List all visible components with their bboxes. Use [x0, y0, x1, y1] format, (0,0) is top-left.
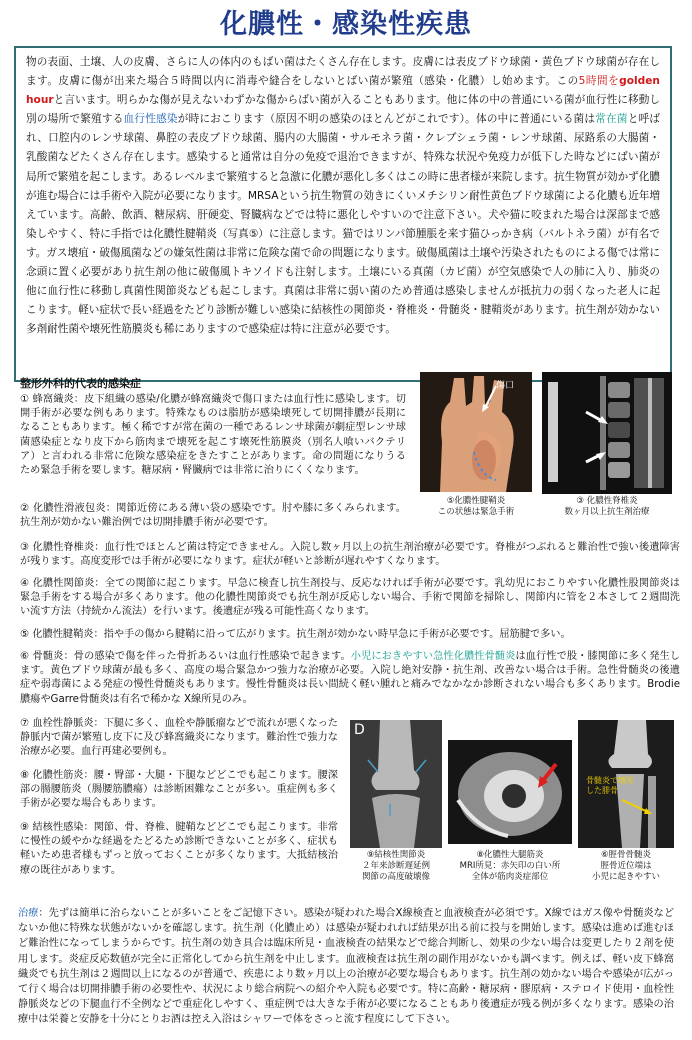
- hematogenous-term: 血行性感染: [123, 113, 178, 126]
- item-thrombophlebitis: ⑦ 血栓性静脈炎：下腿に多く、血栓や静脈瘤などで流れが悪くなった静脈内で菌が繁殖し皮下に及び蜂窩織炎になります。難治性で強力な治療が必要。血行再建必要例も。: [20, 718, 338, 758]
- caption-spondylitis: ③ 化膿性脊椎炎 数ヶ月以上抗生剤治療: [564, 496, 650, 517]
- necrotic-fibula-label: 骨髄炎で壊死 した腓骨: [586, 776, 634, 795]
- treatment-label: 治療: [18, 908, 39, 919]
- knee-xray-image: [350, 720, 442, 848]
- item-myositis: ⑧ 化膿性筋炎：腰・臀部・大腿・下腿などどこでも起こります。腰深部の腸腰筋炎（腸腰筋膿瘍）は診断困難なことが多い。重症例も多く手術が必要な場合もあります。: [20, 770, 338, 810]
- treatment-text: 治療：先ずは簡単に治らないことが多いことをご記憶下さい。感染が疑われた場合X線検査と血液検査が必須です。X線ではガス像や骨髄炎などないか他に特殊な状態がないかを確認します。抗生剤（化膿止め）は感染が疑われれば結果が出る前に投与を開始します。感染は進めば進むほど難治性になってしまうからです。抗生剤の効き具合は臨床所見・血液検査の結果などで総合判断し、効果の少ない場合は変更したり２剤を使用します。炎症反応数値が完全に正常化してから抗生剤を中止します。血液検査は抗生剤の副作用がないかも調べます。例えば、軽い皮下蜂窩織炎でも抗生剤は２週間以上になるのが普通で、疾患により数ヶ月以上の治療が必要な場合もあります。抗生剤の効かない場合や感染が広がって行く場合は切開排膿手術の必要性や、状況により総合病院への紹介や入院も必要です。特に高齢・糖尿病・膠原病・ステロイド使用・血栓性静脈炎などの下腿血行不全例などで重症化しやすく、重症例では大きな手術が必要になることもあり後遺症が残る例が多くなります。感染の治療中は栄養と安静を十分にとりお酒は控え入浴はシャワーで体をさっと流す程度にして下さい。: [18, 908, 675, 1026]
- item-spondylitis: ③ 化膿性脊椎炎：血行性でほとんど菌は特定できません。入院し数ヶ月以上の抗生剤治療が必要です。脊椎がつぶれると難治性で強い後遺障害が残ります。高度変形では手術が必要になります。症状が軽いと診断が遅れやすくなります。: [20, 542, 680, 568]
- intro-box: [14, 46, 672, 382]
- golden-hour-term: golden hour: [26, 75, 660, 107]
- caption-osteomyelitis: ⑥脛骨骨髄炎 脛骨近位端は 小児に起きやすい: [591, 850, 660, 882]
- item-tenosynovitis: ⑤ 化膿性腱鞘炎：指や手の傷から腱鞘に沿って広がります。抗生剤が効かない時早急に手術が必要です。屈筋腱で多い。: [20, 629, 571, 640]
- item-tuberculosis: ⑨ 結核性感染：関節、骨、脊椎、腱鞘などどこでも起こります。非常に慢性の緩やかな経過をたどるため診断できないことが多く、症状も軽いため患者様もずっと放っておくことが多くなります。大抵結核治療の既往があります。: [20, 822, 338, 876]
- spine-mri-image: [542, 372, 672, 494]
- item-cellulitis: ① 蜂窩織炎：皮下組織の感染/化膿が蜂窩織炎で傷口または血行性に感染します。切開手術が必要な例もあります。特殊なものは脂肪が感染壊死して切開排膿が長期になることもあります。極く稀ですが常在菌の一種であるレンサ球菌が劇症型レンサ球菌感染症となり皮下から筋肉まで壊死を起こす壊死性筋膜炎（別名人喰いバクテリア）と言われる非常に危険な感染症をきたすことがあります。命の問題になりうるため緊急手術を要します。糖尿病・腎臓病では非常に治りにくくなります。: [20, 394, 406, 477]
- thigh-mri-image: [448, 740, 572, 844]
- resident-bacteria-term: 常在菌: [595, 113, 628, 126]
- section-title: 整形外科的代表的感染症: [20, 377, 141, 390]
- leg-xray-image: [578, 720, 674, 848]
- item-osteomyelitis: ⑥ 骨髄炎：骨の感染で傷を伴った骨折あるいは血行性感染で起きます。小児におきやすい急性化膿性骨髄炎は血行性で股・膝関節に多く発生します。黄色ブドウ球菌が最も多く、高度の場合緊急かつ強力な治療が必要。入院し絶対安静・抗生剤、改善ない場合は手術。急性骨髄炎の後遺症や弱毒菌による発症の慢性骨髄炎もあります。慢性骨髄炎は長い間続く軽い腫れと痛みでなかなか診断されない場合も多くあります。Brodie膿瘍やGarre骨髄炎は有名で稀かな X線所見のみ。: [20, 651, 680, 705]
- item-arthritis: ④ 化膿性関節炎：全ての関節に起こります。早急に検査し抗生剤投与、反応なければ手術が必要です。乳幼児におこりやすい化膿性股関節炎は緊急手術をする場合が多くあります。他の化膿性関節炎でも抗生剤が反応しない場合、手術で関節を掃除し、関節内に管を２本さして２週間洗い流す方法（持続かん流法）を行います。後遺症が残る可能性高くなります。: [20, 578, 680, 618]
- caption-tb-arthritis: ⑨結核性関節炎 ２年来診断遅延例 関節の高度破壊像: [361, 850, 430, 882]
- hand-tenosynovitis-photo: [420, 372, 532, 492]
- caption-myositis: ⑧化膿性大腿筋炎 MRI所見：赤矢印の白い所 全体が筋肉炎症部位: [459, 850, 561, 882]
- xray-marker-d: D: [354, 722, 365, 738]
- item-bursitis: ② 化膿性滑液包炎：関節近傍にある薄い袋の感染です。肘や膝に多くみられます。抗生剤が効かない難治例では切開排膿手術が必要です。: [20, 503, 406, 529]
- golden-hour-prefix: 5時間を: [578, 75, 620, 88]
- page-title: 化膿性・感染性疾患: [220, 9, 472, 40]
- caption-tenosynovitis: ⑤化膿性腱鞘炎 この状態は緊急手術: [437, 496, 515, 517]
- pediatric-osteomyelitis-term: 小児におきやすい急性化膿性骨髄炎: [350, 651, 516, 662]
- wound-arrow-icon: [480, 384, 500, 414]
- wound-label: 傷口: [496, 381, 515, 391]
- intro-text: 物の表面、土壌、人の皮膚、さらに人の体内のもばい菌はたくさん存在します。皮膚には表皮ブドウ球菌・黄色ブドウ球菌が存在します。皮膚に傷が出来た場合５時間以内に消毒や縫合をしないとばい菌が繁殖（感染・化膿）し始めます。この5時間をgolden hourと言います。明らかな傷が見えないわずかな傷からばい菌が入ることもあります。他に体の中の普通にいる菌が血行性に移動し別の場所で繁殖する血行性感染が時におこります（原因不明の感染のほとんどがこれです）。体の中に普通にいる菌は常在菌と呼ばれ、口腔内のレンサ球菌、鼻腔の表皮ブドウ球菌、腸内の大腸菌・サルモネラ菌・クレブシェラ菌・レンサ球菌、尿路系の大腸菌・乳酸菌などたくさん存在します。感染すると通常は自分の免疫で退治できますが、特殊な状況や免疫力が低下した時などにばい菌が局所で繁殖を起こします。あるレベルまで繁殖すると急激に化膿が悪化し多くはこの時に患者様が来院します。抗生物質が効かず化膿が進む場合には手術や入院が必要になります。MRSAという抗生物質の効きにくいメチシリン耐性黄色ブドウ球菌による化膿も近年増えています。高齢、飲酒、糖尿病、肝硬変、腎臓病などでは特に悪化しやすいので注意下さい。犬や猫に咬まれた場合は深部まで感染しやすく、特に手指では化膿性腱鞘炎（写真⑤）に注意します。猫ではリンパ節腫脹を来す猫ひっかき病（バルトネラ菌）が有名です。ガス壊疽・破傷風菌などの嫌気性菌は非常に危険な菌で命の問題になります。破傷風菌は土壌や汚染されたものによる傷では常に念頭に置く必要があり抗生剤の他に破傷風トキソイドも注射します。土壌にいる真菌（カビ菌）が空気感染で人の肺に入り、肺炎の他に血行性に移動し真菌性関節炎なども起こします。真菌は非常に弱い菌のため普通は感染しませんが抵抗力の弱くなった老人に起こります。軽い症状で長い経過をたどり診断が難しい感染に結核性の関節炎・脊椎炎・骨髄炎・腱鞘炎があります。抗生剤が効かない多剤耐性菌や壊死性筋膜炎も稀にありますので感染症は特に注意が必要です。: [26, 56, 661, 336]
